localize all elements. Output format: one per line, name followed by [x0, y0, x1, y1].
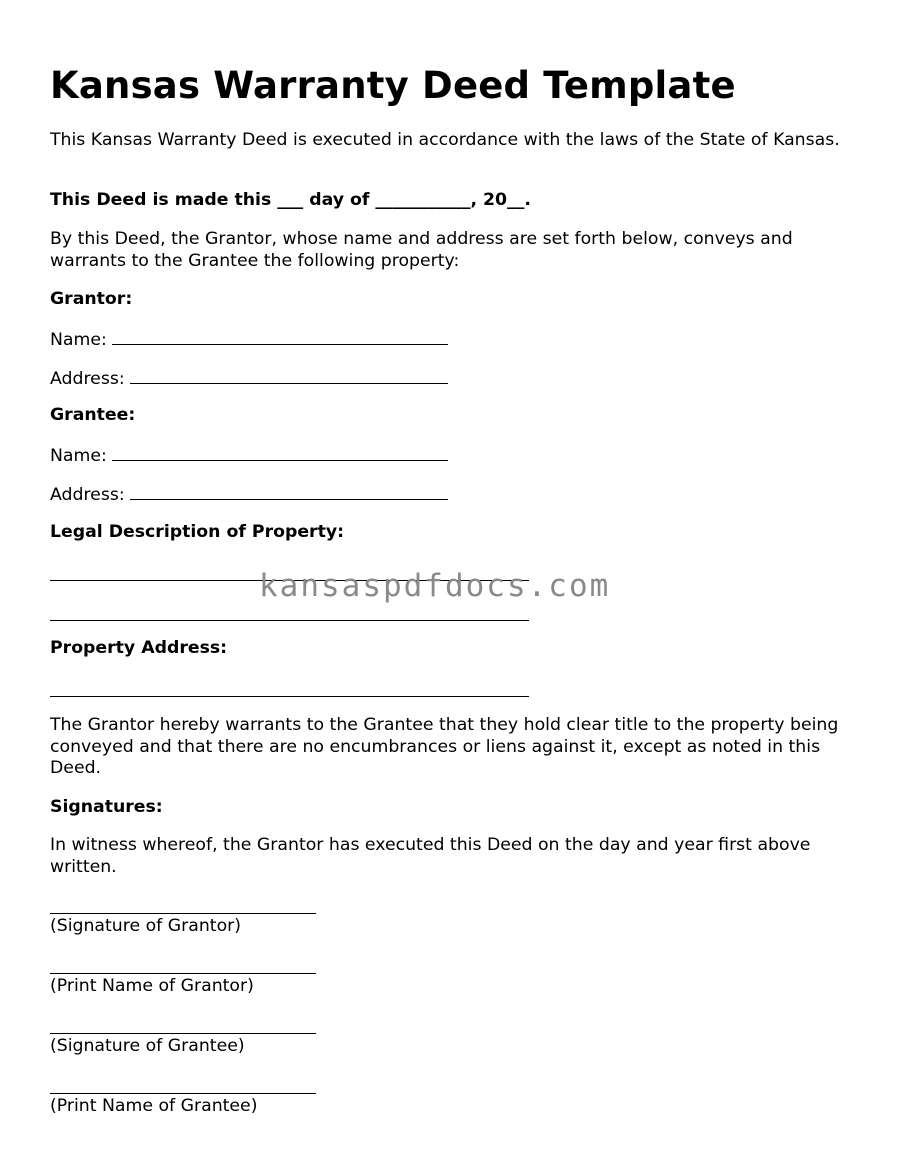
grantee-name-blank[interactable]	[112, 444, 448, 461]
grantor-address-label: Address:	[50, 369, 125, 389]
grantor-heading: Grantor:	[50, 289, 133, 309]
grantee-address-field	[50, 483, 448, 507]
grantee-name-label: Name:	[50, 446, 107, 466]
grantor-print-name-blank[interactable]	[50, 973, 316, 974]
grantor-name-label: Name:	[50, 330, 107, 350]
conveyance-paragraph: By this Deed, the Grantor, whose name and address are set forth below, conveys and warrants to the Grantee the following property:	[50, 229, 793, 271]
grantor-print-name-caption: (Print Name of Grantor)	[50, 976, 254, 996]
grantor-signature-caption: (Signature of Grantor)	[50, 916, 241, 936]
deed-date-line: This Deed is made this ___ day of ___________, 20__.	[50, 190, 531, 210]
witness-paragraph: In witness whereof, the Grantor has executed this Deed on the day and year first above written.	[50, 835, 811, 877]
signatures-heading: Signatures:	[50, 797, 163, 817]
document-title: Kansas Warranty Deed Template	[50, 64, 736, 107]
grantee-signature-caption: (Signature of Grantee)	[50, 1036, 245, 1056]
grantor-name-field	[50, 328, 448, 352]
grantor-signature-blank[interactable]	[50, 913, 316, 914]
grantee-print-name-blank[interactable]	[50, 1093, 316, 1094]
grantee-heading: Grantee:	[50, 405, 136, 425]
grantee-name-field	[50, 444, 448, 468]
grantee-print-name-caption: (Print Name of Grantee)	[50, 1096, 258, 1116]
grantee-address-blank[interactable]	[130, 483, 448, 500]
grantor-address-field	[50, 367, 448, 391]
grantee-address-label: Address:	[50, 485, 125, 505]
watermark-text: kansaspdfdocs.com	[259, 568, 611, 604]
warranty-paragraph: The Grantor hereby warrants to the Grantee that they hold clear title to the property being conveyed and that there are no encumbrances or liens against it, except as noted in this Deed.	[50, 715, 839, 778]
legal-description-blank-2[interactable]	[50, 620, 529, 621]
grantor-name-blank[interactable]	[112, 328, 448, 345]
grantee-signature-blank[interactable]	[50, 1033, 316, 1034]
grantor-address-blank[interactable]	[130, 367, 448, 384]
property-address-blank[interactable]	[50, 696, 529, 697]
property-address-heading: Property Address:	[50, 638, 228, 658]
legal-description-heading: Legal Description of Property:	[50, 522, 345, 542]
intro-paragraph: This Kansas Warranty Deed is executed in accordance with the laws of the State of Kansas.	[50, 130, 840, 150]
